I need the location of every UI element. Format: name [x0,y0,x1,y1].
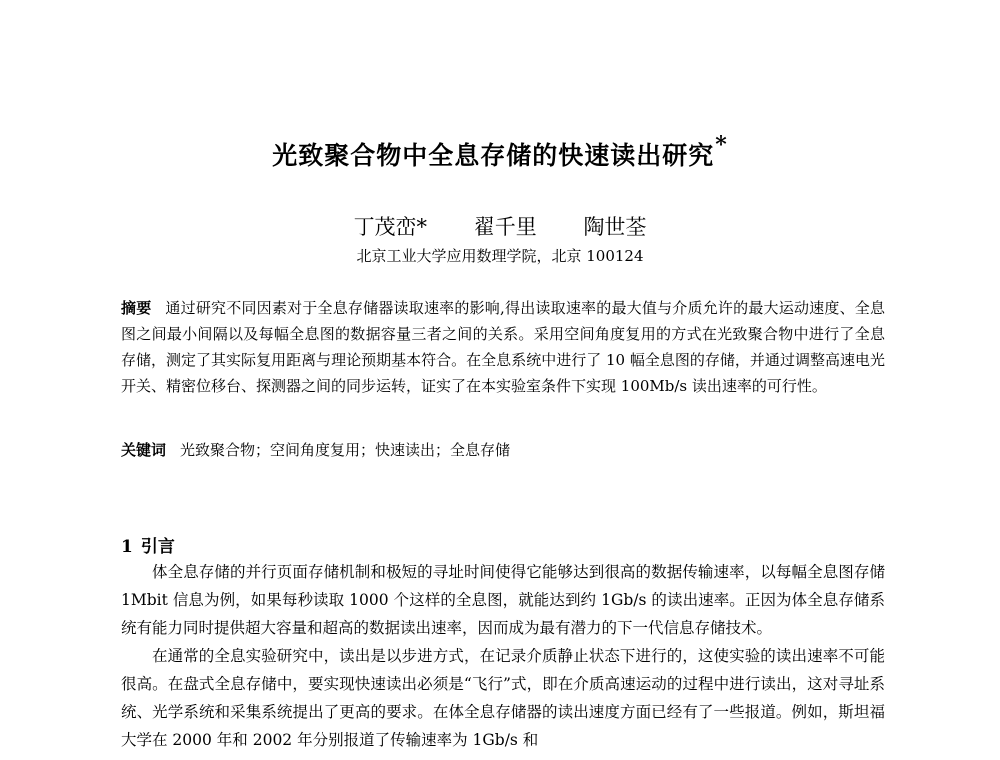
paragraph-2: 在通常的全息实验研究中，读出是以步进方式，在记录介质静止状态下进行的，这使实验的读出速率不可能很高。在盘式全息存储中，要实现快速读出必须是“飞行”式，即在介质高速运动的过程中进行读出，这对寻址系统、光学系统和采集系统提出了更高的要求。在体全息存储器的读出速度方面已经有了一些报道。例如，斯坦福大学在 2000 年和 2002 年分别报道了传输速率为 1Gb/s 和 [121,647,885,749]
affiliation: 北京工业大学应用数理学院，北京 100124 [356,247,644,265]
abstract [121,295,885,399]
author-1: 丁茂峦* [353,215,428,239]
keywords [121,437,510,463]
section-number: 1 [121,537,133,557]
section-heading [121,532,175,557]
title-footnote-mark: * [715,132,728,158]
paragraph-1: 体全息存储的并行页面存储机制和极短的寻址时间使得它能够达到很高的数据传输速率，以每幅全息图存储 1Mbit 信息为例，如果每秒读取 1000 个这样的全息图，就能达到约 1Gb/s 的读出速率。正因为体全息存储系统有能力同时提供超大容量和超高的数据读出速率，因而成为最有潜力的下一代信息存储技术。 [121,563,885,637]
section-body [121,558,885,754]
keywords-label: 关键词 [121,441,167,459]
paper-title-text: 光致聚合物中全息存储的快速读出研究 [272,141,715,170]
abstract-text: 通过研究不同因素对于全息存储器读取速率的影响,得出读取速率的最大值与介质允许的最大运动速度、全息图之间最小间隔以及每幅全息图的数据容量三者之间的关系。采用空间角度复用的方式在光致聚合物中进行了全息存储，测定了其实际复用距离与理论预期基本符合。在全息系统中进行了 10 幅全息图的存储，并通过调整高速电光开关、精密位移台、探测器之间的同步运转，证实了在本实验室条件下实现 100Mb/s 读出速率的可行性。 [121,299,885,395]
author-list [0,211,1000,241]
keywords-text: 光致聚合物；空间角度复用；快速读出；全息存储 [180,441,511,459]
paper-title [0,132,1000,172]
abstract-label: 摘要 [121,299,152,317]
author-2: 翟千里 [473,215,537,239]
section-title: 引言 [140,537,175,557]
author-3: 陶世荃 [583,215,647,239]
